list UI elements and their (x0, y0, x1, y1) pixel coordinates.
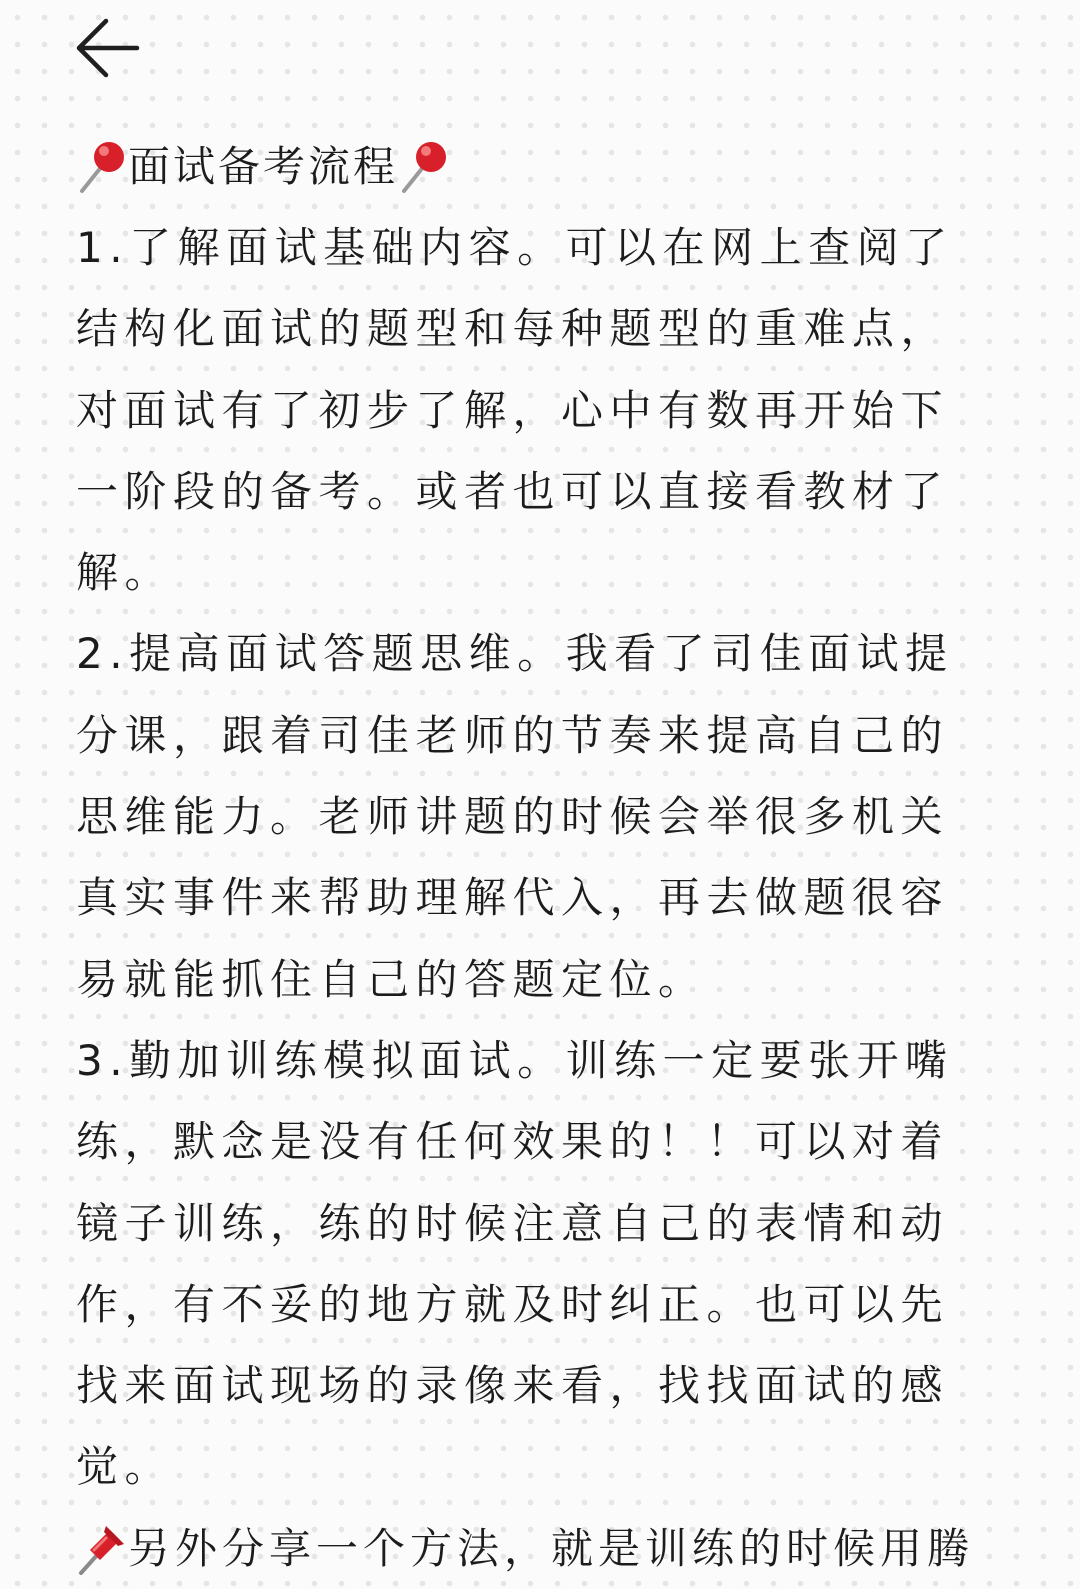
back-button[interactable] (74, 16, 144, 80)
step-1-paragraph: 1.了解面试基础内容。可以在网上查阅了结构化面试的题型和每种题型的重难点，对面试有了初步了解，心中有数再开始下一阶段的备考。或者也可以直接看教材了解。 (76, 223, 954, 598)
tip-line (76, 1508, 996, 1589)
pushpin-icon (76, 1520, 128, 1576)
tip-text: 另外分享一个方法，就是训练的时候用腾 (128, 1523, 975, 1573)
round-pushpin-icon (76, 139, 128, 195)
section-title-text: 面试备考流程 (128, 142, 399, 191)
round-pushpin-icon (398, 139, 450, 195)
section-title (76, 126, 996, 207)
step-2-paragraph: 2.提高面试答题思维。我看了司佳面试提分课，跟着司佳老师的节奏来提高自己的思维能力。老师讲题的时候会举很多机关真实事件来帮助理解代入，再去做题很容易就能抓住自己的答题定位。 (76, 629, 954, 1004)
arrow-left-icon (74, 16, 144, 80)
step-3-paragraph: 3.勤加训练模拟面试。训练一定要张开嘴练，默念是没有任何效果的！！可以对着镜子训练，练的时候注意自己的表情和动作，有不妥的地方就及时纠正。也可以先找来面试现场的录像来看，找找面试的感觉。 (76, 1035, 954, 1492)
post-content (76, 126, 996, 1589)
